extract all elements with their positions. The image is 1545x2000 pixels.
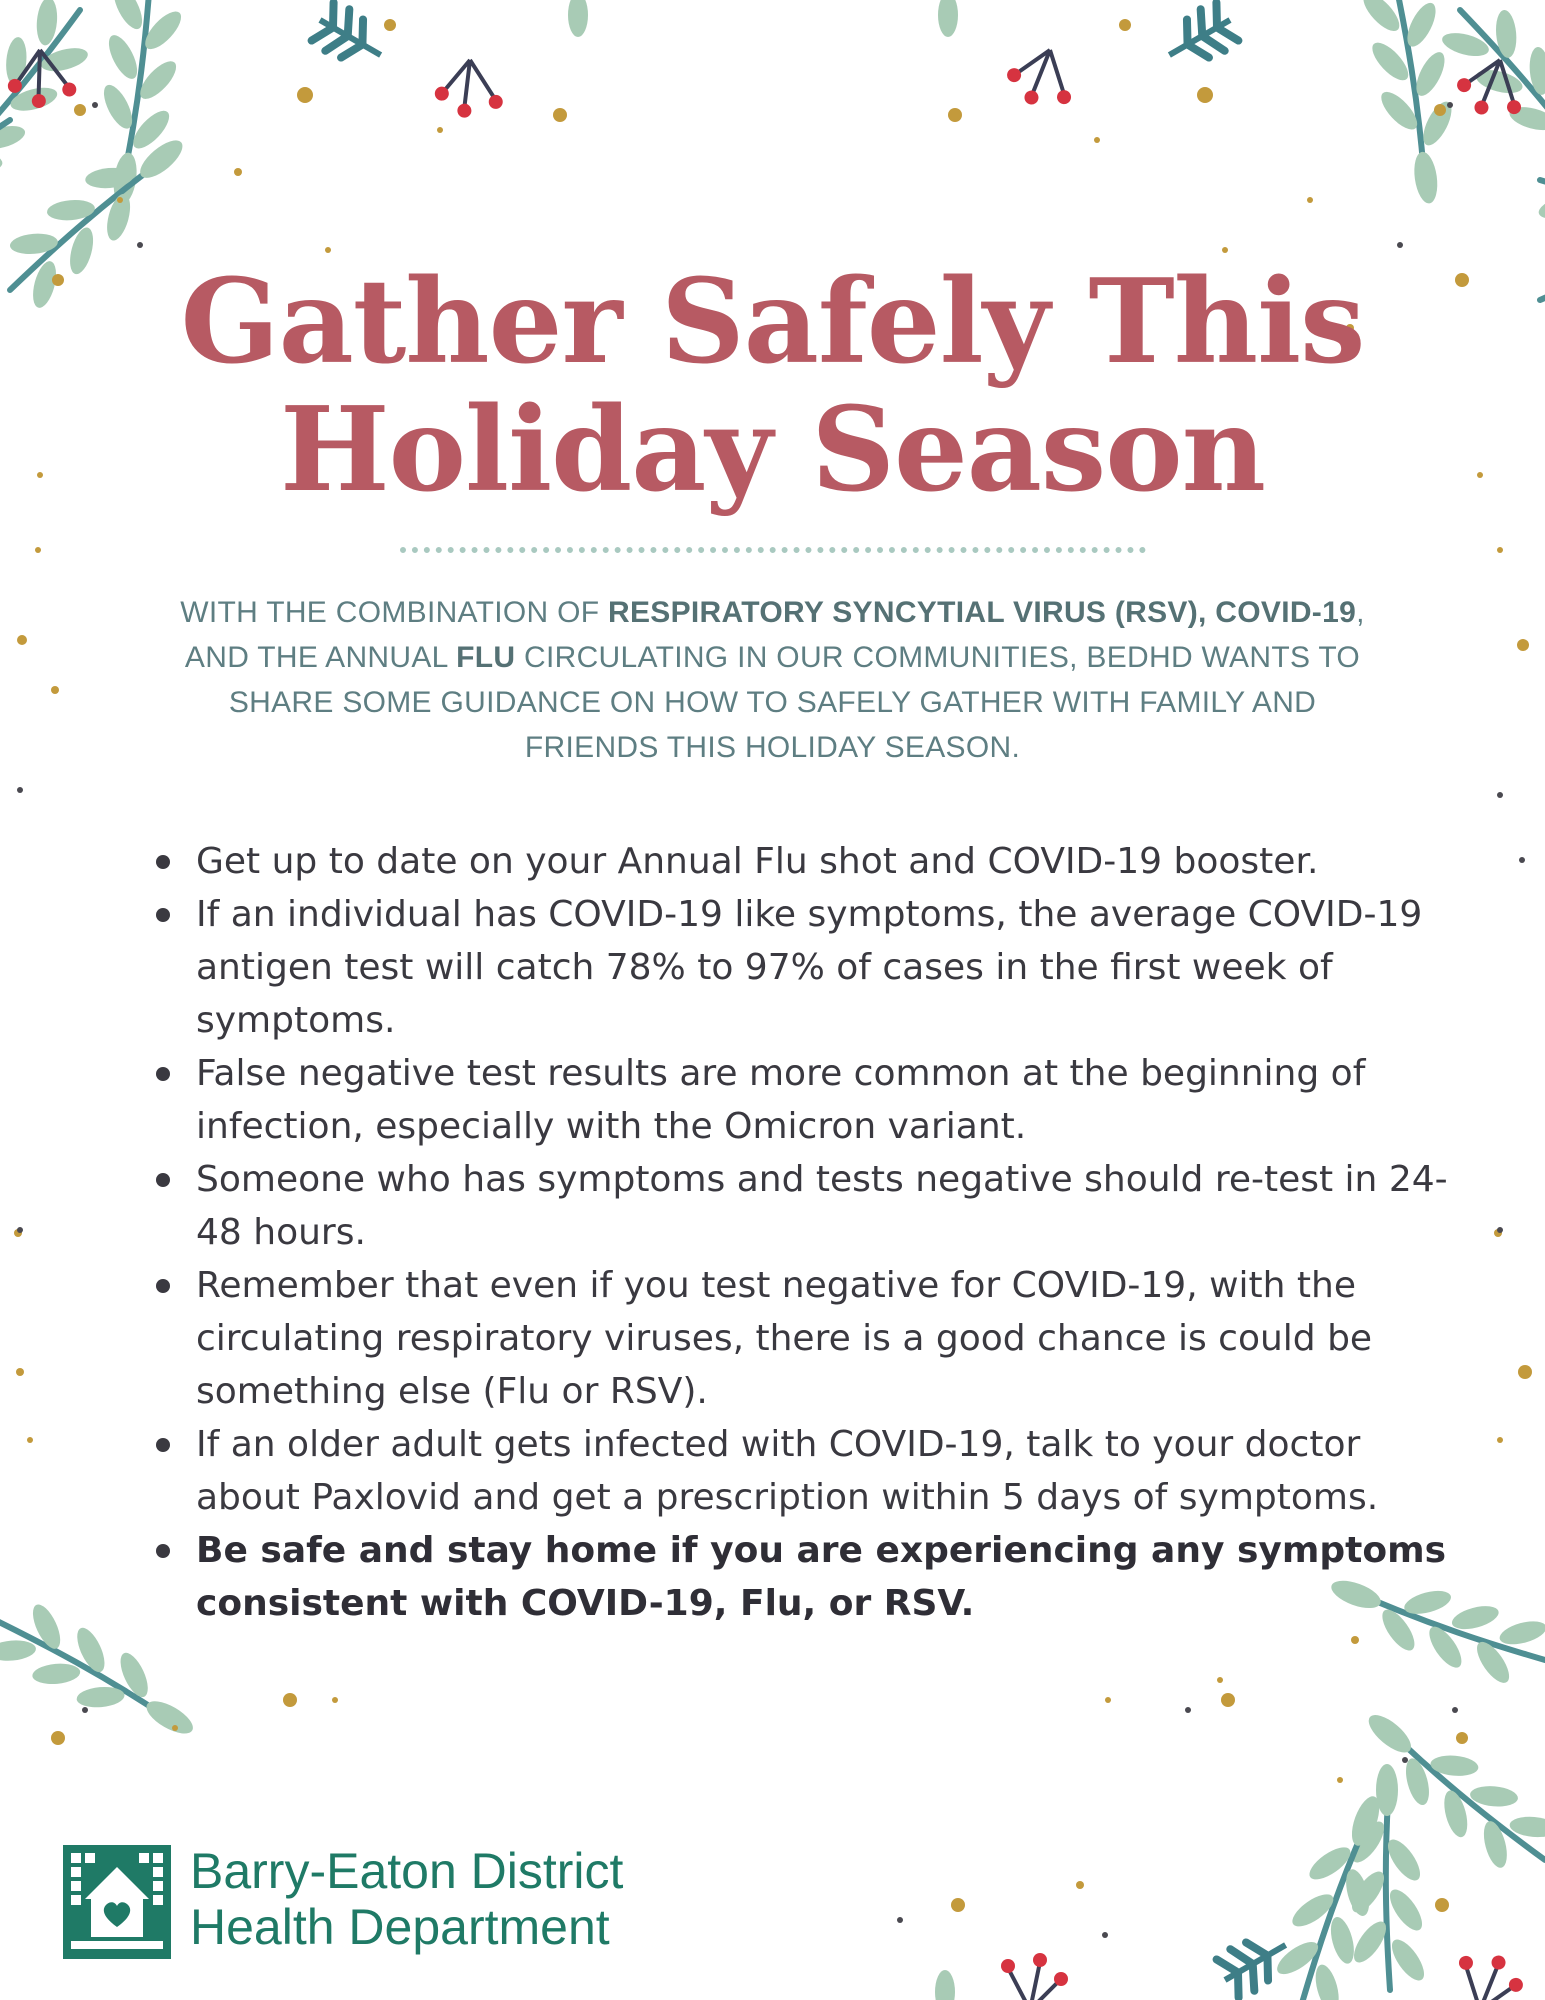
bullet-dot-icon <box>156 1544 170 1558</box>
guidance-item-text: False negative test results are more common at the beginning of infection, especially with the Omicron variant. <box>196 1053 1366 1147</box>
title-line-1: Gather Safely This <box>180 254 1365 390</box>
bullet-dot-icon <box>156 855 170 869</box>
guidance-item <box>196 1259 1466 1418</box>
poster-title <box>0 254 1545 518</box>
guidance-item-text: Someone who has symptoms and tests negative should re-test in 24-48 hours. <box>196 1159 1448 1253</box>
intro-bold-viruses: RESPIRATORY SYNCYTIAL VIRUS (RSV), COVID-19 <box>608 596 1357 629</box>
bullet-dot-icon <box>156 1067 170 1081</box>
guidance-item-text: If an individual has COVID-19 like symptoms, the average COVID-19 antigen test will catch 78% to 97% of cases in the first week of symptoms. <box>196 894 1423 1041</box>
bullet-dot-icon <box>156 1279 170 1293</box>
guidance-item-text: Be safe and stay home if you are experiencing any symptoms consistent with COVID-19, Flu, or RSV. <box>196 1530 1447 1624</box>
title-line-2: Holiday Season <box>280 382 1265 518</box>
intro-bold-flu: FLU <box>456 641 516 674</box>
intro-text-3: CIRCULATING IN OUR COMMUNITIES, BEDHD WANTS TO SHARE SOME GUIDANCE ON HOW TO SAFELY GATHER WITH FAMILY AND FRIENDS THIS HOLIDAY SEASON. <box>228 641 1361 764</box>
org-name-line-1: Barry-Eaton District <box>190 1843 624 1899</box>
organization-name <box>190 1843 623 1955</box>
bullet-dot-icon <box>156 1438 170 1452</box>
guidance-item <box>196 1418 1466 1524</box>
guidance-list <box>150 835 1466 1630</box>
bullet-dot-icon <box>156 908 170 922</box>
intro-paragraph <box>180 590 1365 770</box>
guidance-item <box>196 888 1466 1047</box>
guidance-item-text: Remember that even if you test negative for COVID-19, with the circulating respiratory viruses, there is a good chance is could be something else (Flu or RSV). <box>196 1265 1373 1412</box>
guidance-item <box>196 835 1466 888</box>
house-heart-logo-icon <box>63 1845 171 1959</box>
guidance-item <box>196 1047 1466 1153</box>
guidance-item-text: Get up to date on your Annual Flu shot and COVID-19 booster. <box>196 841 1319 882</box>
org-name-line-2: Health Department <box>190 1899 610 1955</box>
bullet-dot-icon <box>156 1173 170 1187</box>
guidance-item-text: If an older adult gets infected with COVID-19, talk to your doctor about Paxlovid and get a prescription within 5 days of symptoms. <box>196 1424 1379 1518</box>
intro-text-2: , AND THE ANNUAL <box>184 596 1365 674</box>
guidance-item <box>196 1153 1466 1259</box>
dotted-divider <box>400 547 1146 553</box>
guidance-item-emphasis <box>196 1524 1466 1630</box>
intro-text-1: WITH THE COMBINATION OF <box>180 596 609 629</box>
